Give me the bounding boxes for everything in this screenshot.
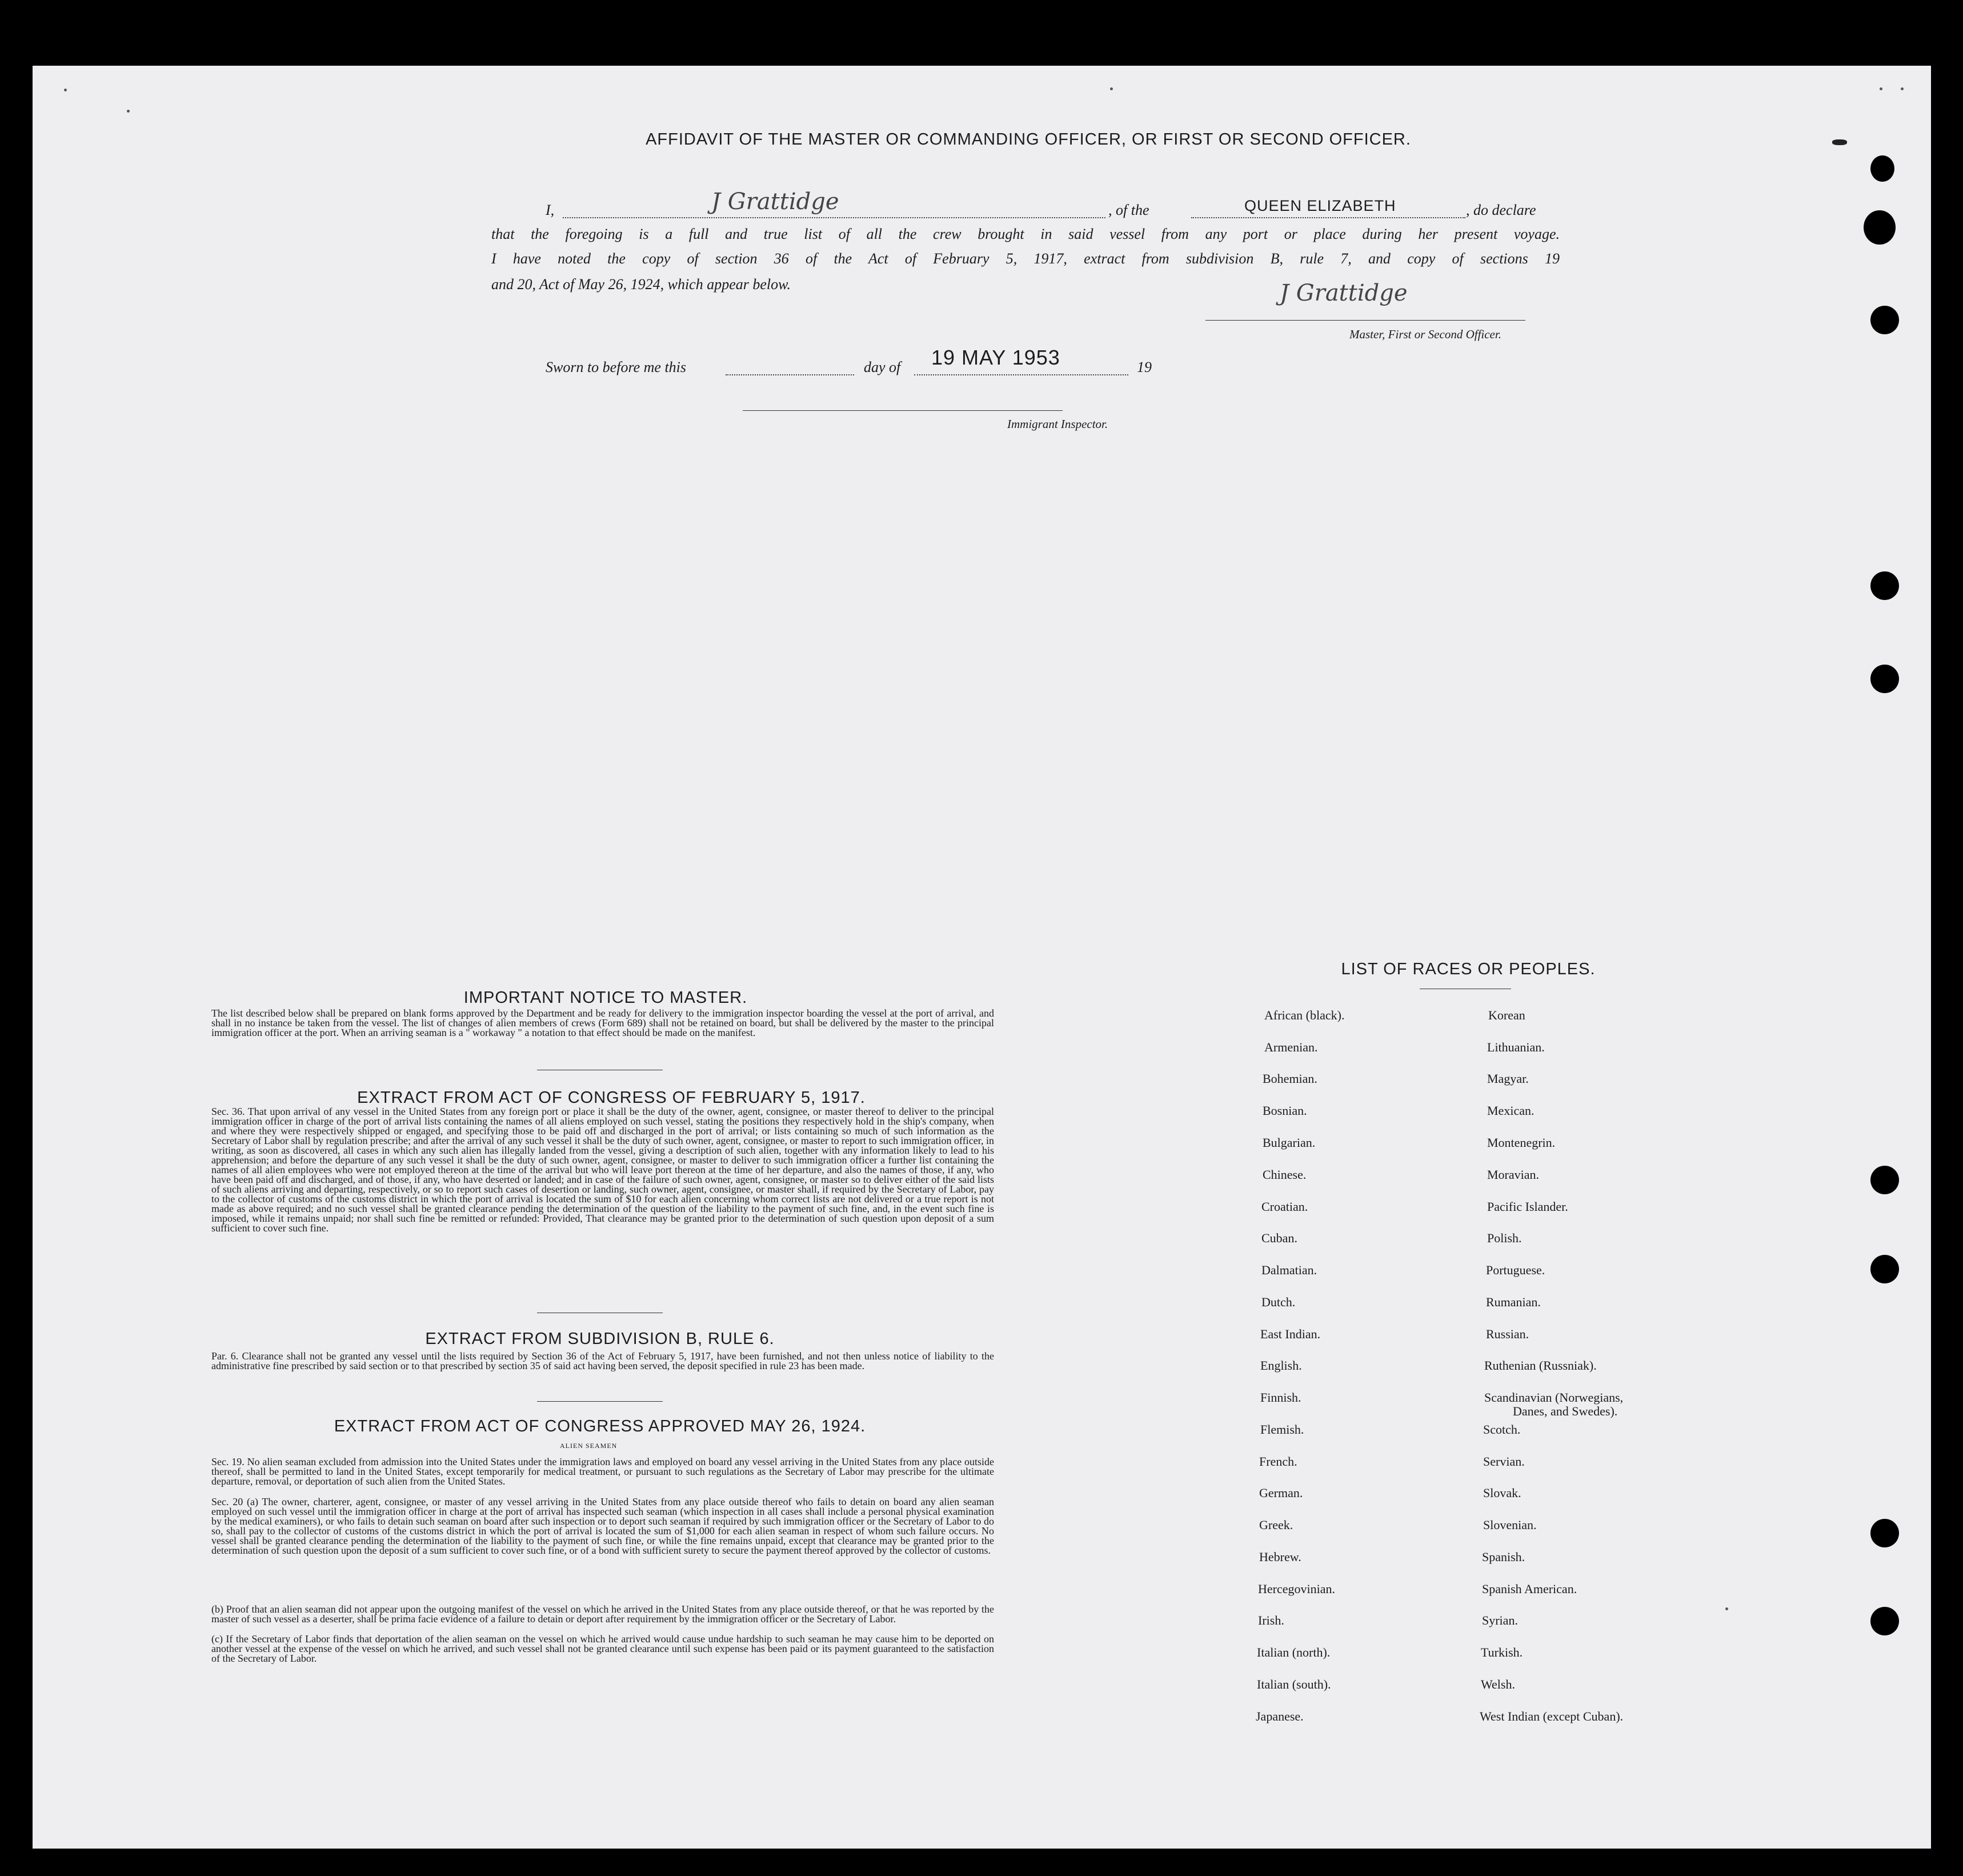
sworn-label: Sworn to before me this: [546, 359, 687, 375]
race-left-item: Croatian.: [1261, 1199, 1308, 1214]
master-signature: J Grattidge: [711, 189, 839, 215]
race-right-item: Scotch.: [1483, 1422, 1521, 1437]
extract-1924-sec20a: Sec. 20 (a) The owner, charterer, agent, consignee, or master of any vessel arriving in the United States from any place outside thereof who fails to detain on board any alien seaman employed on such vessel until the immigration officer in charge at the port of arrival has inspected such seaman (which inspection in all cases shall include a personal physical examination by the medical examiners), or who fails to detain such seaman on board after such inspection or to deport such seaman if required by such immigration officer or the Secretary of Labor to do so, shall pay to the collector of customs of the customs district in which the port of arrival is located the sum of $1,000 for each alien seaman in respect of whom such failure occurs. No vessel shall be granted clearance pending the determination of the liability to the payment of such fine, or while the fine remains unpaid, except that clearance may be granted prior to the determination of such question upon the deposit of a sum sufficient to cover such fine, or of a bond with sufficient surety to secure the payment thereof approved by the collector of customs.: [211, 1496, 994, 1556]
race-right-item: Lithuanian.: [1487, 1040, 1545, 1054]
sworn-day-line: [726, 374, 854, 375]
race-right-item: Servian.: [1483, 1454, 1525, 1469]
race-right-item: West Indian (except Cuban).: [1480, 1709, 1624, 1723]
race-right-item: Scandinavian (Norwegians,: [1484, 1390, 1624, 1405]
inspector-line: [743, 410, 1063, 411]
race-left-item: Flemish.: [1260, 1422, 1304, 1437]
race-right-item: Syrian.: [1482, 1613, 1518, 1627]
race-left-item: Finnish.: [1260, 1390, 1301, 1405]
sworn-date-line: [914, 374, 1128, 375]
speck: [127, 110, 130, 113]
race-left-item: Cuban.: [1261, 1231, 1297, 1245]
race-right-item: Rumanian.: [1486, 1295, 1541, 1309]
race-right-item: Polish.: [1487, 1231, 1522, 1245]
punch-hole: [1870, 665, 1899, 693]
notice-body: The list described below shall be prepared on blank forms approved by the Department and be ready for delivery to the immigration inspector boarding the vessel at the port of arrival, and shall in no instance be taken from the vessel. The list of changes of alien members of crews (Form 689) shall not be retained on board, but shall be delivered by the master to the principal immigration officer at the port. When an arriving seaman is a " workaway " a notation to that effect should be made on the manifest.: [211, 1007, 994, 1038]
extract-1924-sec20c: (c) If the Secretary of Labor finds that deportation of the alien seaman on the vessel on which he arrived would cause undue hardship to such seaman he may cause him to be deported on another vessel at the expense of the vessel on which he arrived, and such vessel shall not be granted clearance until such expense has been paid or its payment guaranteed to the satisfaction of the Secretary of Labor.: [211, 1633, 994, 1664]
declaration-line-4: and 20, Act of May 26, 1924, which appear below.: [491, 276, 791, 293]
extract-1917-body: Sec. 36. That upon arrival of any vessel in the United States from any foreign port or place it shall be the duty of the owner, agent, consignee, or master thereof to deliver to the principal immigration officer in charge of the port of arrival lists containing the names of all aliens employed on such vessel, stating the positions they respectively hold in the ship's company, when and where they were respectively shipped or engaged, and specifying those to be paid off and discharged in the port of arrival; or lists containing so much of such information as the Secretary of Labor shall by regulation prescribe; and after the arrival of any such vessel it shall be the duty of such owner, agent, consignee, or master to report to such immigration officer, in writing, as soon as discovered, all cases in which any such alien has illegally landed from the vessel, giving a description of such alien, together with any information likely to lead to his apprehension; and before the departure of any such vessel it shall be the duty of such owner, agent, consignee, or master to deliver to such immigration officer a further list containing the names of all alien employees who were not employed thereon at the time of the arrival but who will leave port thereon at the time of her departure, and also the names of those, if any, who have been paid off and discharged, and of those, if any, who have deserted or landed; and in case of the failure of such owner, agent, consignee, or master so to deliver either of the said lists of such aliens arriving and departing, respectively, or so to report such cases of desertion or landing, such owner, agent, consignee, or master shall, if required by the Secretary of Labor, pay to the collector of customs of the customs district in which the port of arrival is located the sum of $10 for each alien concerning whom correct lists are not delivered or a true report is not made as above required; and no such vessel shall be granted clearance pending the determination of the question of the liability to the payment of such fine, and, in the event such fine is imposed, while it remains unpaid; nor shall such fine be remitted or refunded: Provided, That clearance may be granted prior to the determination of such question upon deposit of a sum sufficient to cover such fine.: [211, 1106, 994, 1234]
race-right-item: Pacific Islander.: [1487, 1199, 1568, 1214]
speck: [1901, 87, 1904, 90]
signer-caption: Master, First or Second Officer.: [1349, 327, 1501, 341]
race-left-item: Hebrew.: [1259, 1550, 1301, 1564]
punch-hole: [1870, 1255, 1899, 1283]
race-right-item: Montenegrin.: [1487, 1135, 1556, 1150]
signer-line: [1205, 320, 1525, 321]
race-left-item: Dutch.: [1261, 1295, 1296, 1309]
declaration-line-3: I have noted the copy of section 36 of the Act of February 5, 1917, extract from subdivision B, rule 7, and copy of sections 19: [491, 250, 1560, 267]
notice-title: IMPORTANT NOTICE TO MASTER.: [463, 989, 748, 1007]
race-left-item: Bohemian.: [1263, 1071, 1317, 1086]
sworn-date-stamp: 19 MAY 1953: [931, 346, 1060, 369]
extract-1924-sec20b: (b) Proof that an alien seaman did not appear upon the outgoing manifest of the vessel on which he arrived in the United States from any place outside thereof, or that he was reported by the master of such vessel as a deserter, shall be prima facie evidence of a failure to detain or deport after requirement by the immigration officer or the Secretary of Labor.: [211, 1603, 994, 1625]
race-left-item: East Indian.: [1260, 1327, 1321, 1341]
race-right-item: Ruthenian (Russniak).: [1484, 1358, 1597, 1373]
race-left-item: English.: [1260, 1358, 1302, 1373]
punch-hole: [1870, 306, 1899, 334]
race-right-item: Spanish American.: [1482, 1582, 1577, 1596]
affidavit-title: AFFIDAVIT OF THE MASTER OR COMMANDING OFFICER, OR FIRST OR SECOND OFFICER.: [646, 130, 1411, 149]
race-left-item: Italian (north).: [1257, 1645, 1331, 1659]
subdivision-b-body: Par. 6. Clearance shall not be granted any vessel until the lists required by Section 36 of the Act of February 5, 1917, have been furnished, and not then unless notice of liability to the administrative fine prescribed by said section or to that prescribed by section 35 of said act having been served, the deposit specified in rule 23 has been made.: [211, 1350, 994, 1371]
race-right-item: Turkish.: [1481, 1645, 1523, 1659]
extract-1924-sec19: Sec. 19. No alien seaman excluded from admission into the United States under the immigration laws and employed on board any vessel arriving in the United States from any place outside thereof, shall be permitted to land in the United States, except temporarily for medical treatment, or pursuant to such regulations as the Secretary of Labor may prescribe for the ultimate departure, removal, or deportation of such alien from the United States.: [211, 1456, 994, 1487]
punch-hole: [1870, 1607, 1899, 1635]
punch-hole: [1870, 155, 1894, 182]
of-the-label: , of the: [1108, 202, 1149, 218]
punch-hole: [1870, 571, 1899, 600]
inspector-caption: Immigrant Inspector.: [1007, 417, 1108, 431]
race-right-item: Danes, and Swedes).: [1513, 1404, 1618, 1418]
punch-hole: [1870, 1166, 1899, 1194]
i-label: I,: [546, 202, 555, 218]
day-of-label: day of: [864, 359, 901, 375]
speck: [1832, 139, 1847, 145]
race-right-item: Mexican.: [1487, 1103, 1535, 1118]
race-left-item: Bulgarian.: [1263, 1135, 1316, 1150]
race-right-item: Russian.: [1486, 1327, 1529, 1341]
speck: [1725, 1607, 1728, 1610]
race-left-item: Armenian.: [1264, 1040, 1318, 1054]
year-suffix: 19: [1137, 359, 1152, 375]
extract-1924-title: EXTRACT FROM ACT OF CONGRESS APPROVED MAY 26, 1924.: [334, 1417, 866, 1435]
race-left-item: Irish.: [1258, 1613, 1284, 1627]
speck: [64, 89, 67, 91]
race-right-item: Welsh.: [1481, 1677, 1515, 1691]
declaration-line-2: that the foregoing is a full and true list of all the crew brought in said vessel from any port or place during her present voyage.: [491, 226, 1560, 242]
alien-seamen-subtitle: ALIEN SEAMEN: [560, 1442, 618, 1450]
divider: [537, 1401, 663, 1402]
race-left-item: Hercegovinian.: [1258, 1582, 1335, 1596]
race-right-item: Spanish.: [1482, 1550, 1525, 1564]
do-declare-label: , do declare: [1466, 202, 1536, 218]
name-line: [563, 217, 1105, 218]
signer-signature: J Grattidge: [1280, 280, 1408, 306]
race-left-item: German.: [1259, 1486, 1303, 1500]
punch-hole: [1870, 1519, 1899, 1547]
vessel-name: QUEEN ELIZABETH: [1244, 197, 1396, 214]
speck: [1880, 87, 1882, 90]
race-right-item: Slovak.: [1483, 1486, 1521, 1500]
race-left-item: Dalmatian.: [1261, 1263, 1317, 1277]
punch-hole: [1864, 210, 1896, 245]
race-left-item: Greek.: [1259, 1518, 1293, 1532]
document-page: [33, 66, 1931, 1849]
race-left-item: African (black).: [1264, 1008, 1345, 1022]
extract-1917-title: EXTRACT FROM ACT OF CONGRESS OF FEBRUARY 5, 1917.: [357, 1089, 866, 1107]
race-right-item: Korean: [1488, 1008, 1525, 1022]
speck: [1110, 87, 1113, 90]
vessel-line: [1191, 217, 1465, 218]
race-right-item: Slovenian.: [1483, 1518, 1537, 1532]
race-left-item: Chinese.: [1263, 1167, 1307, 1182]
race-left-item: French.: [1259, 1454, 1297, 1469]
subdivision-b-title: EXTRACT FROM SUBDIVISION B, RULE 6.: [425, 1330, 775, 1348]
race-right-item: Moravian.: [1487, 1167, 1540, 1182]
races-title: LIST OF RACES OR PEOPLES.: [1341, 960, 1596, 978]
race-left-item: Italian (south).: [1257, 1677, 1331, 1691]
race-left-item: Bosnian.: [1263, 1103, 1307, 1118]
race-left-item: Japanese.: [1256, 1709, 1304, 1723]
race-right-item: Magyar.: [1487, 1071, 1529, 1086]
race-right-item: Portuguese.: [1486, 1263, 1545, 1277]
